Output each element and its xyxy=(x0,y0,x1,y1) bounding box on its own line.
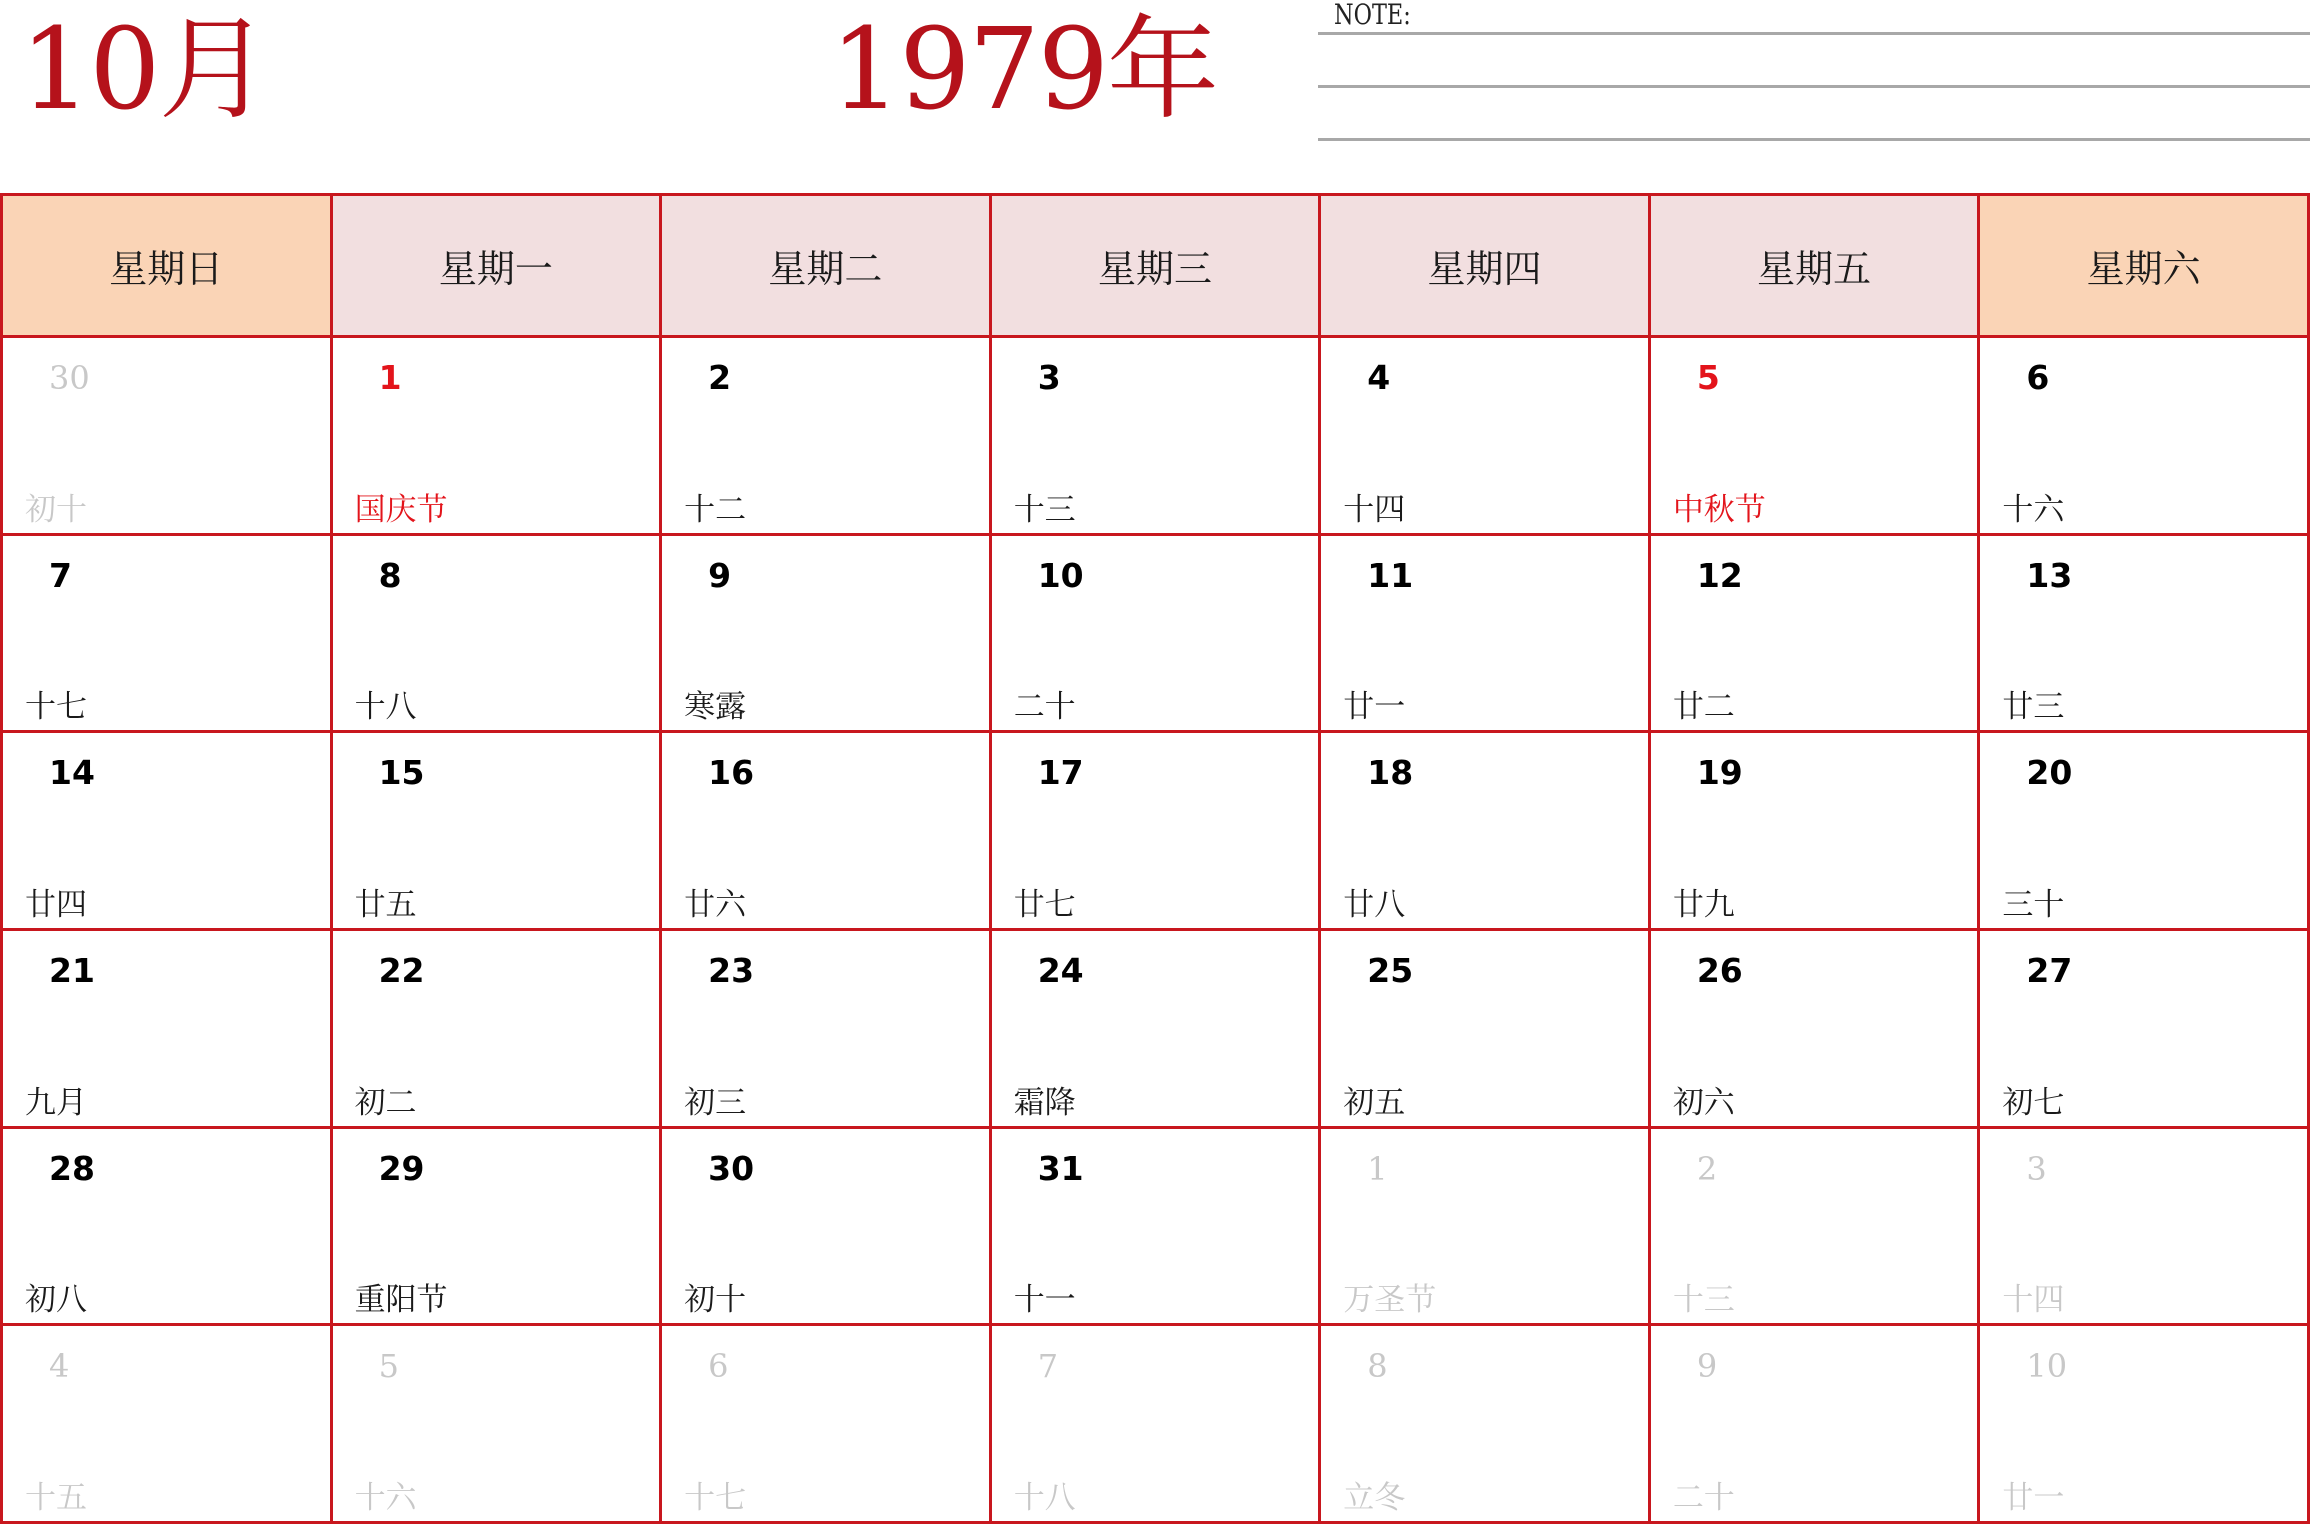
day-number: 7 xyxy=(1037,1347,1059,1386)
lunar-date: 十八 xyxy=(354,689,417,726)
day-number: 19 xyxy=(1696,753,1743,793)
day-cell-other-month[interactable] xyxy=(1320,1325,1650,1523)
lunar-date: 十三 xyxy=(1672,1282,1735,1319)
day-cell-other-month[interactable] xyxy=(990,1325,1320,1523)
day-number: 8 xyxy=(1367,1347,1388,1386)
day-number: 15 xyxy=(378,753,425,793)
day-number: 9 xyxy=(1696,1347,1718,1386)
calendar-body xyxy=(2,337,2309,1523)
week-row xyxy=(2,534,2309,732)
weekday-header: 星期六 xyxy=(1979,195,2309,337)
lunar-date: 廿九 xyxy=(1672,886,1735,923)
holiday-label: 中秋节 xyxy=(1672,491,1766,528)
lunar-date: 十六 xyxy=(354,1480,417,1516)
day-number: 2 xyxy=(708,358,732,397)
day-cell[interactable] xyxy=(990,337,1320,535)
day-number: 23 xyxy=(708,950,755,990)
day-number: 20 xyxy=(2026,753,2073,793)
note-line xyxy=(1318,32,2310,35)
day-cell[interactable] xyxy=(661,534,991,732)
lunar-date: 廿六 xyxy=(684,886,747,923)
day-number: 25 xyxy=(1367,950,1414,990)
lunar-date: 初三 xyxy=(684,1084,747,1121)
day-cell[interactable] xyxy=(1979,732,2309,930)
day-number: 3 xyxy=(1037,358,1061,397)
weekday-header: 星期日 xyxy=(2,195,332,337)
lunar-date: 重阳节 xyxy=(354,1282,448,1319)
day-number: 5 xyxy=(1696,358,1720,397)
lunar-date: 廿二 xyxy=(1672,689,1735,726)
day-number: 14 xyxy=(49,753,95,793)
lunar-date: 立冬 xyxy=(1343,1480,1406,1516)
day-number: 27 xyxy=(2026,950,2073,990)
day-cell[interactable] xyxy=(990,732,1320,930)
lunar-date: 十四 xyxy=(1343,491,1406,528)
day-cell[interactable] xyxy=(1320,732,1650,930)
week-row xyxy=(2,929,2309,1127)
day-cell[interactable] xyxy=(661,732,991,930)
day-cell-other-month[interactable] xyxy=(1979,1325,2309,1523)
day-number: 12 xyxy=(1696,555,1743,595)
day-cell[interactable] xyxy=(331,732,661,930)
day-number: 1 xyxy=(1367,1149,1388,1188)
day-cell[interactable] xyxy=(1649,534,1979,732)
day-cell-other-month[interactable] xyxy=(1320,1127,1650,1325)
day-number: 18 xyxy=(1367,753,1414,793)
day-cell[interactable] xyxy=(661,929,991,1127)
day-cell[interactable] xyxy=(331,1127,661,1325)
lunar-date: 十六 xyxy=(2002,491,2065,528)
lunar-date: 廿一 xyxy=(2002,1480,2065,1516)
day-number: 30 xyxy=(708,1148,755,1188)
lunar-date: 廿四 xyxy=(25,886,87,923)
lunar-date: 初十 xyxy=(25,491,87,528)
day-cell-other-month[interactable] xyxy=(661,1325,991,1523)
calendar-grid xyxy=(0,193,2310,1524)
weekday-header: 星期一 xyxy=(331,195,661,337)
day-cell-other-month[interactable] xyxy=(1649,1127,1979,1325)
day-cell[interactable] xyxy=(990,534,1320,732)
day-number: 21 xyxy=(49,950,95,990)
lunar-date: 十二 xyxy=(684,491,747,528)
day-number: 11 xyxy=(1367,555,1414,595)
lunar-date: 初二 xyxy=(354,1084,417,1121)
day-cell[interactable] xyxy=(331,337,661,535)
lunar-date: 廿五 xyxy=(354,886,417,923)
lunar-date: 十一 xyxy=(1013,1282,1076,1319)
day-cell[interactable] xyxy=(2,1127,332,1325)
day-cell[interactable] xyxy=(1979,534,2309,732)
lunar-date: 廿八 xyxy=(1343,886,1406,923)
note-label: NOTE: xyxy=(1334,0,1411,31)
lunar-date: 初七 xyxy=(2002,1084,2065,1121)
day-cell[interactable] xyxy=(331,929,661,1127)
lunar-date: 寒露 xyxy=(684,689,747,726)
day-number: 4 xyxy=(1367,358,1391,397)
lunar-date: 初五 xyxy=(1343,1084,1406,1121)
day-number: 1 xyxy=(378,358,402,397)
day-cell-other-month[interactable] xyxy=(331,1325,661,1523)
day-cell-other-month[interactable] xyxy=(2,337,332,535)
day-cell[interactable] xyxy=(2,929,332,1127)
lunar-date: 十八 xyxy=(1013,1480,1076,1516)
day-cell[interactable] xyxy=(661,1127,991,1325)
day-number: 8 xyxy=(378,555,402,595)
lunar-date: 霜降 xyxy=(1013,1084,1076,1121)
holiday-label: 国庆节 xyxy=(354,491,448,528)
day-cell-other-month[interactable] xyxy=(1979,1127,2309,1325)
day-number: 22 xyxy=(378,950,425,990)
lunar-date: 初六 xyxy=(1672,1084,1735,1121)
lunar-date: 廿七 xyxy=(1013,886,1076,923)
weekday-header: 星期四 xyxy=(1320,195,1650,337)
day-cell[interactable] xyxy=(1979,337,2309,535)
day-cell[interactable] xyxy=(331,534,661,732)
lunar-date: 廿三 xyxy=(2002,689,2065,726)
day-cell[interactable] xyxy=(1320,534,1650,732)
lunar-date: 十七 xyxy=(684,1480,747,1516)
week-row xyxy=(2,1127,2309,1325)
lunar-date: 初八 xyxy=(25,1282,87,1319)
day-cell[interactable] xyxy=(1649,732,1979,930)
day-number: 4 xyxy=(49,1347,70,1386)
day-cell[interactable] xyxy=(1649,929,1979,1127)
day-number: 9 xyxy=(708,555,732,595)
day-number: 13 xyxy=(2026,555,2073,595)
month-title: 10月 xyxy=(20,5,269,135)
lunar-date: 二十 xyxy=(1013,689,1076,726)
day-number: 28 xyxy=(49,1148,95,1188)
lunar-date: 十三 xyxy=(1013,491,1076,528)
lunar-date: 十四 xyxy=(2002,1282,2065,1319)
day-number: 29 xyxy=(378,1148,425,1188)
day-cell[interactable] xyxy=(990,929,1320,1127)
week-row xyxy=(2,1325,2309,1523)
weekday-header: 星期三 xyxy=(990,195,1320,337)
weekday-header: 星期五 xyxy=(1649,195,1979,337)
note-line xyxy=(1318,138,2310,141)
day-cell-other-month[interactable] xyxy=(1649,1325,1979,1523)
lunar-date: 三十 xyxy=(2002,886,2065,923)
lunar-date: 十七 xyxy=(25,689,87,726)
day-cell[interactable] xyxy=(990,1127,1320,1325)
note-line xyxy=(1318,85,2310,88)
lunar-date: 九月 xyxy=(25,1084,87,1121)
day-cell[interactable] xyxy=(2,732,332,930)
weekday-header: 星期二 xyxy=(661,195,991,337)
note-area[interactable] xyxy=(1318,0,2310,140)
day-number: 31 xyxy=(1037,1148,1084,1188)
lunar-date: 十五 xyxy=(25,1480,87,1516)
lunar-date: 初十 xyxy=(684,1282,747,1319)
day-cell[interactable] xyxy=(1649,337,1979,535)
day-number: 7 xyxy=(49,555,72,595)
day-number: 2 xyxy=(1696,1149,1718,1188)
day-number: 6 xyxy=(708,1347,729,1386)
day-cell[interactable] xyxy=(1320,929,1650,1127)
day-number: 24 xyxy=(1037,950,1084,990)
day-cell[interactable] xyxy=(2,534,332,732)
day-number: 17 xyxy=(1037,753,1084,793)
day-number: 3 xyxy=(2026,1149,2047,1188)
day-cell[interactable] xyxy=(1320,337,1650,535)
day-number: 30 xyxy=(49,359,90,397)
day-number: 6 xyxy=(2026,358,2050,397)
year-title: 1979年 xyxy=(830,5,1218,135)
week-row xyxy=(2,732,2309,930)
lunar-date: 万圣节 xyxy=(1343,1282,1437,1319)
lunar-date: 二十 xyxy=(1672,1480,1735,1516)
day-cell-other-month[interactable] xyxy=(2,1325,332,1523)
day-cell[interactable] xyxy=(661,337,991,535)
lunar-date: 廿一 xyxy=(1343,689,1406,726)
weekday-header-row xyxy=(2,195,2309,337)
day-number: 10 xyxy=(1037,555,1084,595)
day-number: 10 xyxy=(2026,1347,2068,1386)
day-number: 5 xyxy=(378,1347,399,1386)
day-number: 16 xyxy=(708,753,755,793)
week-row xyxy=(2,337,2309,535)
day-number: 26 xyxy=(1696,950,1743,990)
day-cell[interactable] xyxy=(1979,929,2309,1127)
